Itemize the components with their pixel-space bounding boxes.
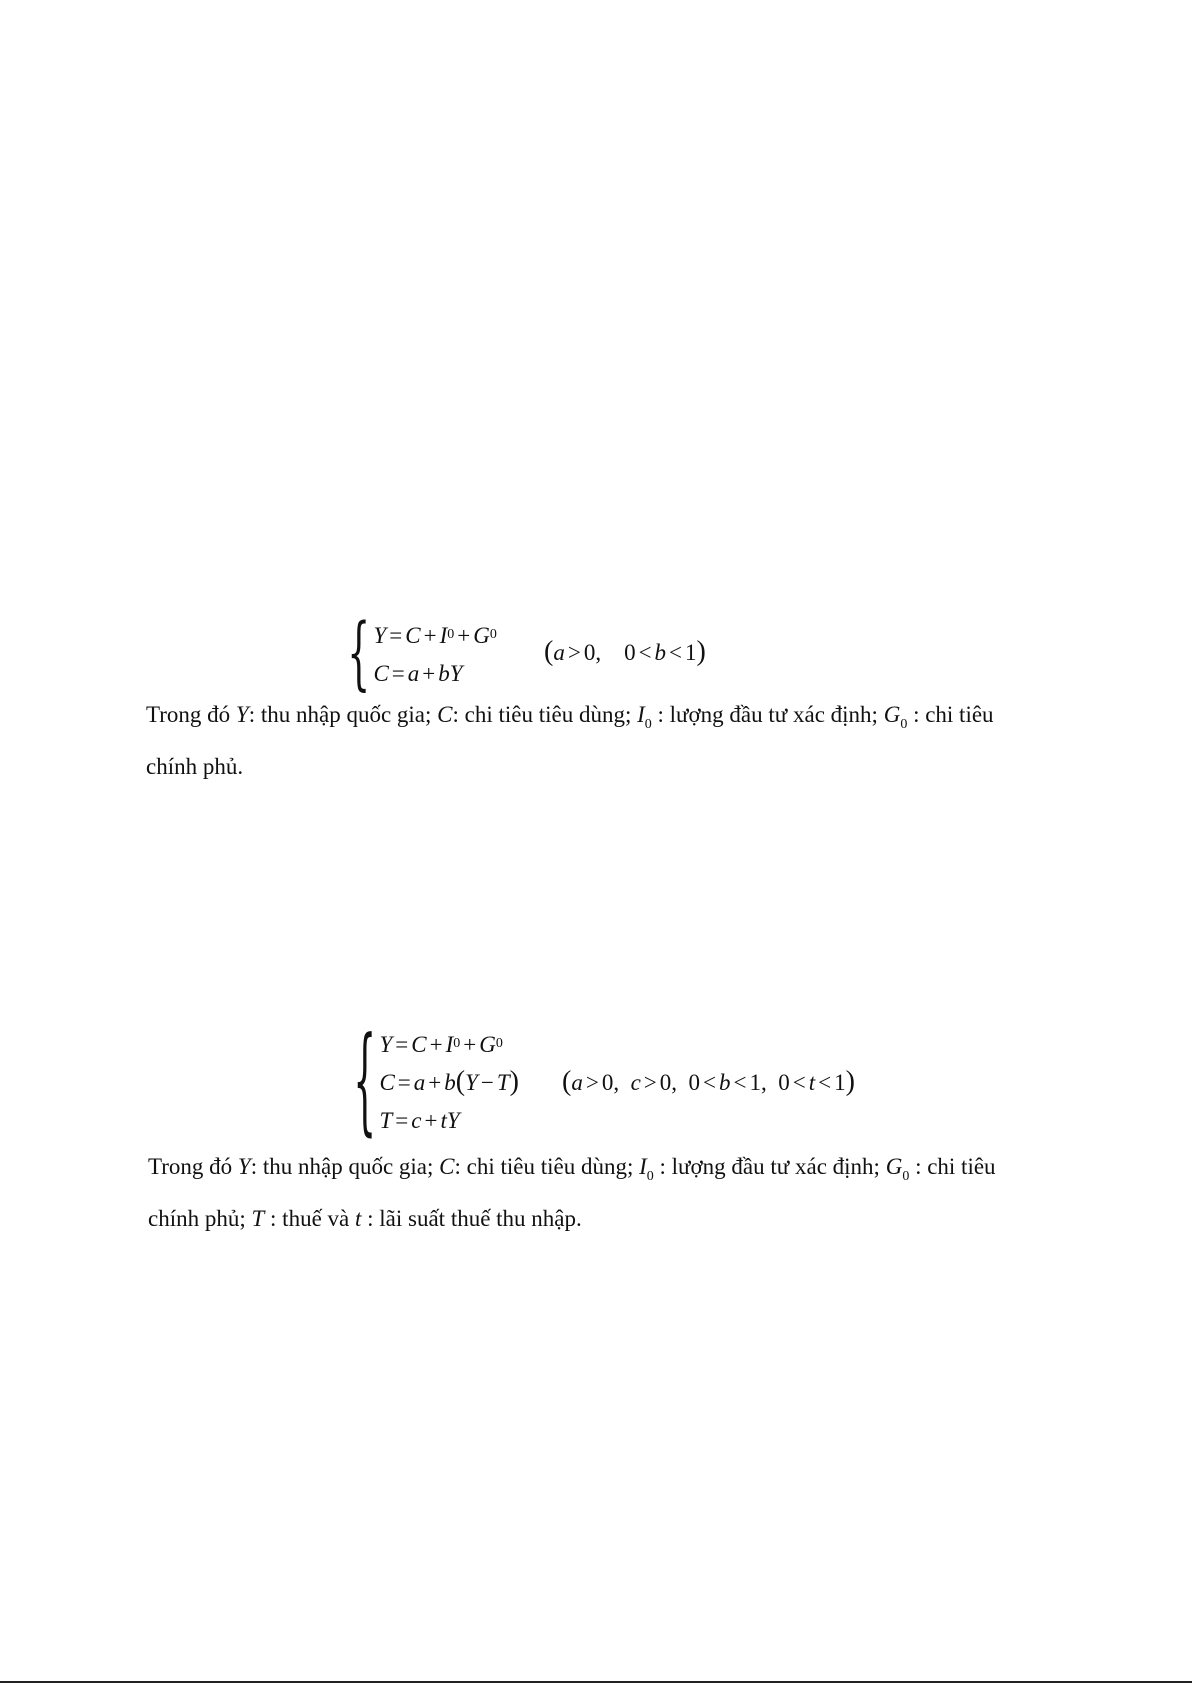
condition-1: (a > 0, 0 < b < 1) (544, 636, 706, 667)
text: : chi tiêu tiêu dùng; (452, 702, 638, 727)
var-i: I (637, 702, 645, 727)
page-bottom-border (0, 1681, 1192, 1683)
equation-line-3: T = c + tY (379, 1107, 460, 1133)
subscript: 0 (900, 717, 908, 732)
text: : thu nhập quốc gia; (250, 1154, 440, 1179)
paragraph-1 (146, 694, 1026, 788)
text: : chi tiêu tiêu dùng; (454, 1154, 640, 1179)
equation-line-1: Y = C + I 0 + G 0 (379, 1031, 503, 1057)
subscript: 0 (644, 717, 652, 732)
var-t: T (251, 1206, 265, 1231)
text: : thuế và (264, 1206, 355, 1231)
var-g: G (883, 702, 901, 727)
var-i: I (639, 1154, 647, 1179)
condition-2: (a > 0, c > 0, 0 < b < 1, 0 < t < 1) (562, 1066, 855, 1097)
var-g: G (885, 1154, 903, 1179)
text: : lượng đầu tư xác định; (653, 1154, 886, 1179)
equation-line-2: C = a + b ( Y − T ) (379, 1066, 519, 1097)
equation-line-1: Y = C + I 0 + G 0 (373, 622, 497, 648)
text: Trong đó (148, 1154, 238, 1179)
var-t-rate: t (355, 1206, 362, 1231)
var-y: Y (237, 1154, 251, 1179)
text: Trong đó (146, 702, 236, 727)
var-c: C (439, 1154, 455, 1179)
equation-lines (379, 1025, 519, 1139)
text: : lượng đầu tư xác định; (651, 702, 884, 727)
text: : thu nhập quốc gia; (248, 702, 438, 727)
equation-lines (373, 616, 496, 692)
equation-line-2: C = a + bY (373, 660, 463, 686)
var-y: Y (235, 702, 249, 727)
paragraph-2 (148, 1146, 1028, 1240)
text: : chi tiêu chính phủ; (148, 1154, 996, 1231)
var-c: C (437, 702, 453, 727)
text: : lãi suất thuế thu nhập. (361, 1206, 582, 1231)
subscript: 0 (902, 1169, 910, 1184)
equation-system-1 (346, 608, 497, 700)
left-brace: { (347, 608, 371, 700)
left-brace: { (353, 1015, 377, 1149)
equation-system-2 (352, 1015, 519, 1149)
text: : chi tiêu chính phủ. (146, 702, 994, 779)
subscript: 0 (646, 1169, 654, 1184)
